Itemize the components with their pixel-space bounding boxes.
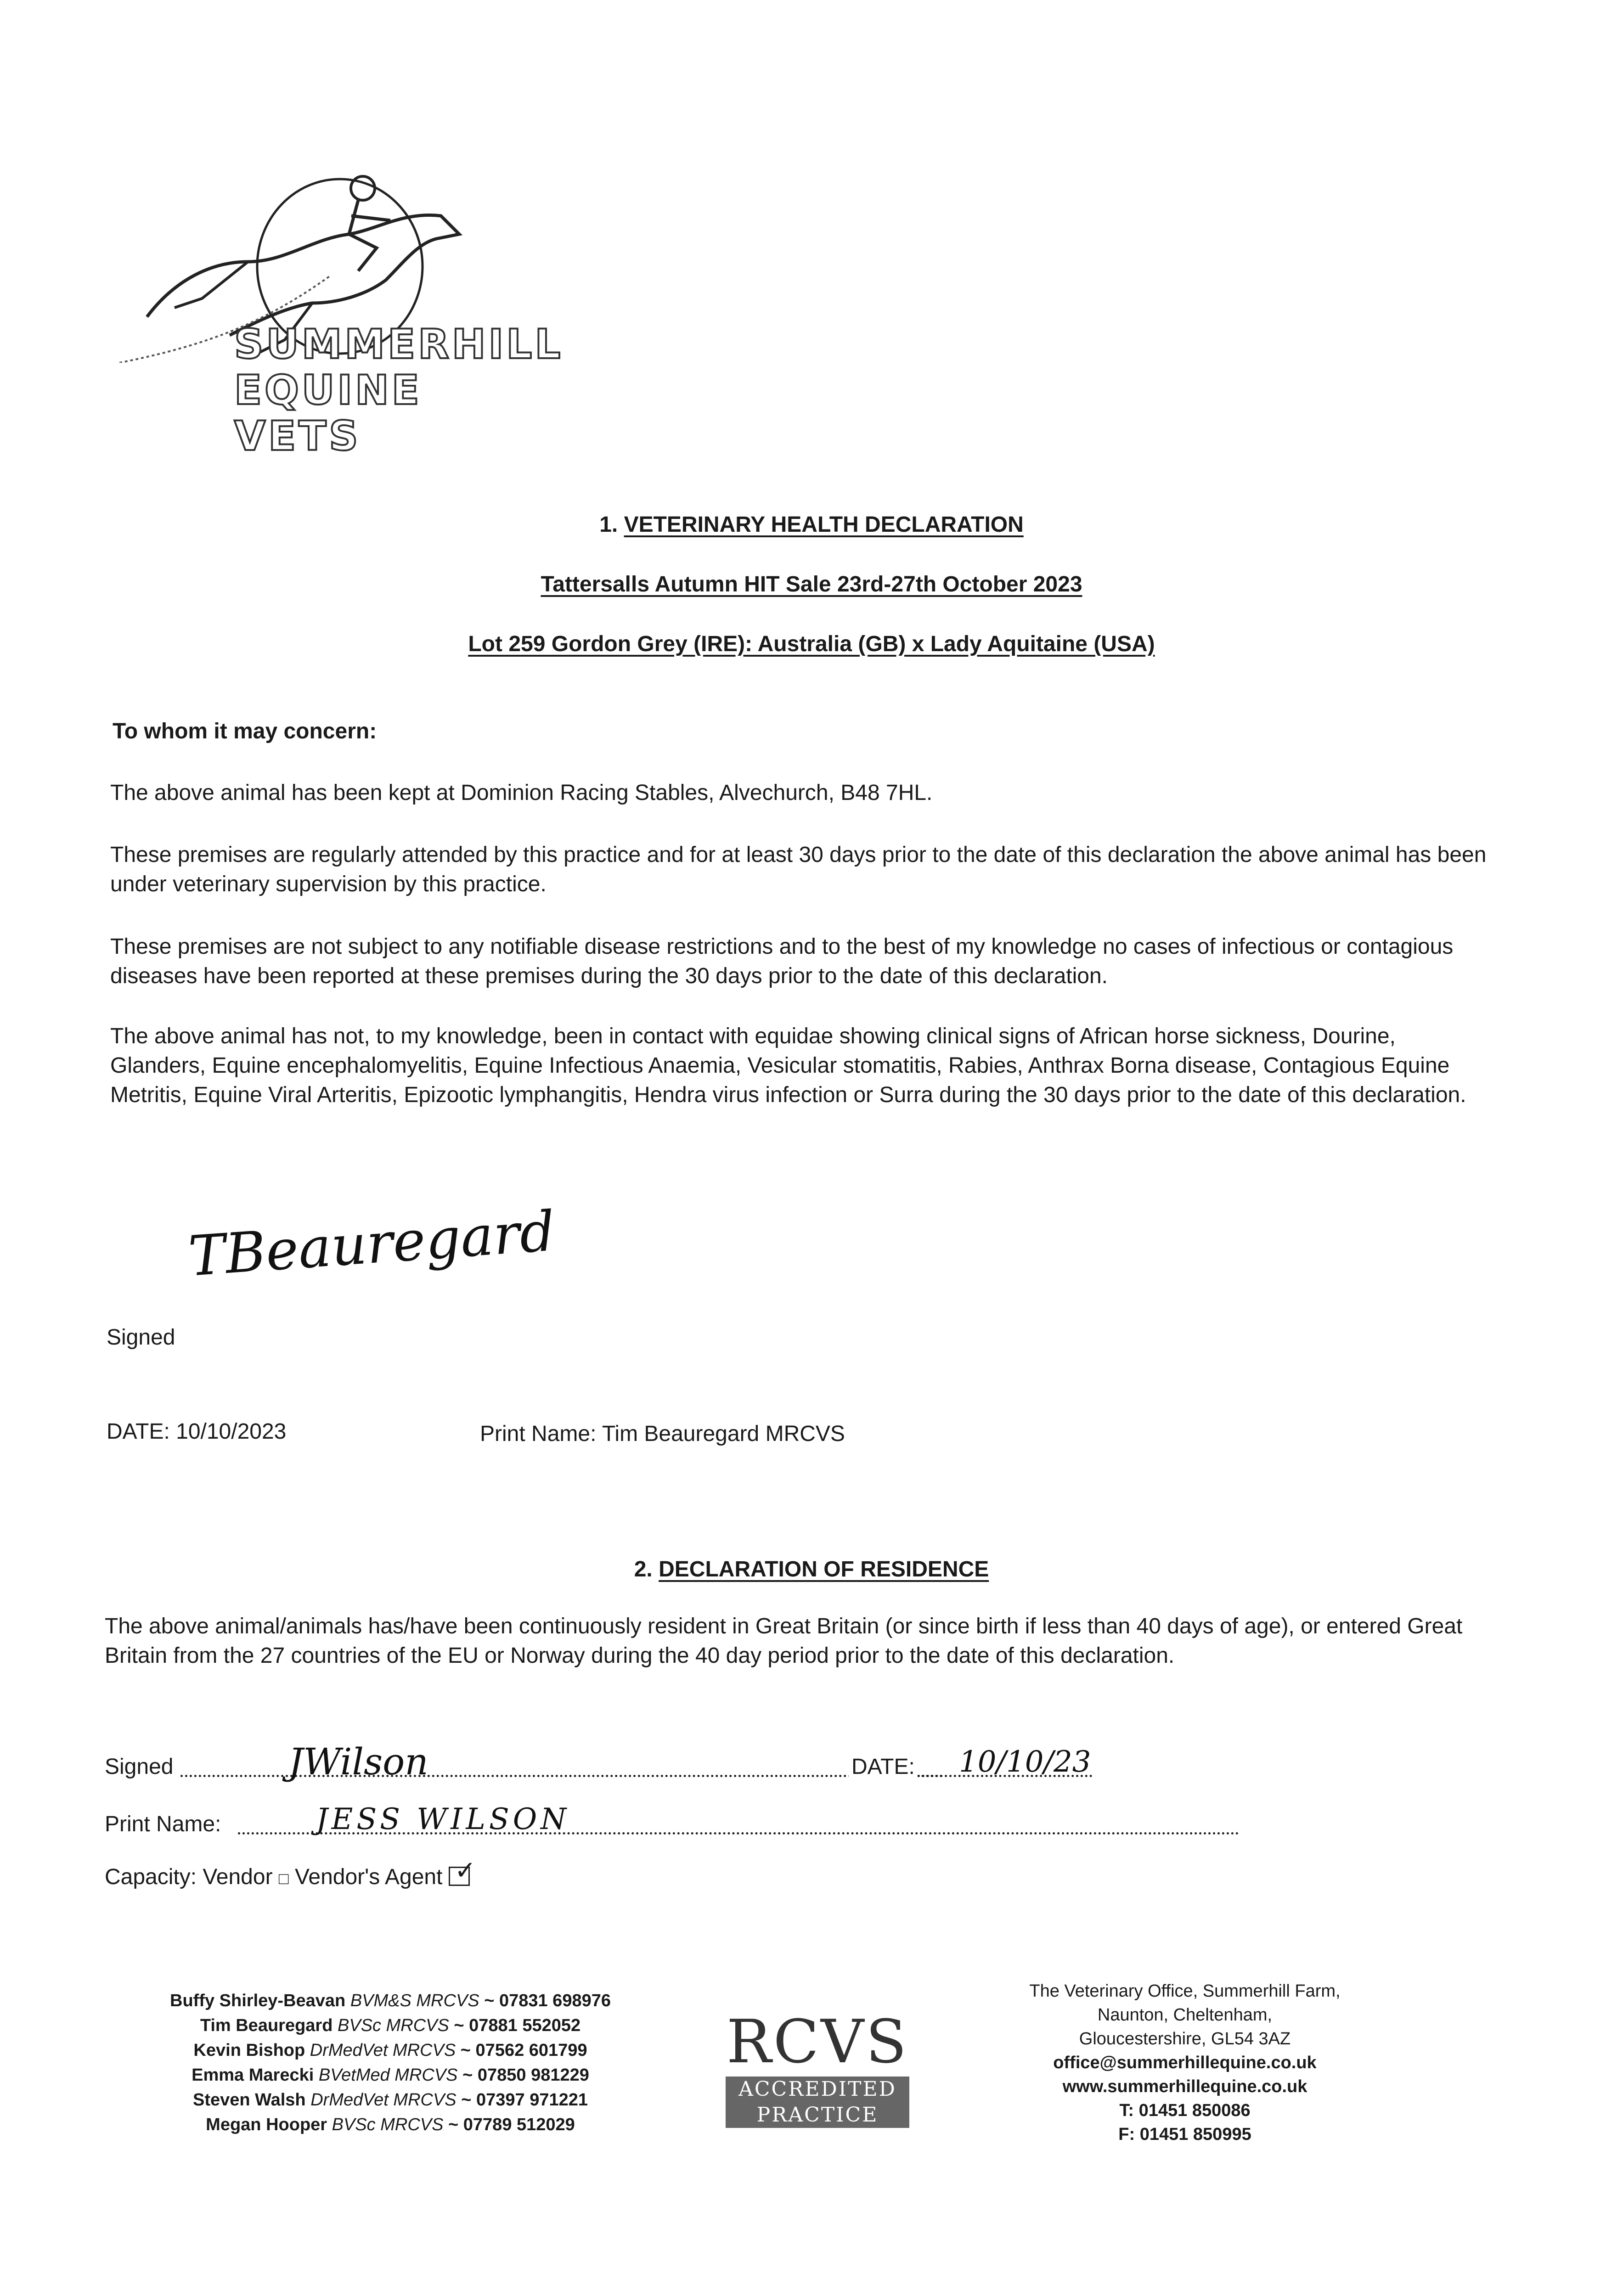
vet-list-item: Emma Marecki BVetMed MRCVS ~ 07850 981229 bbox=[192, 2065, 589, 2085]
section2-number: 2. bbox=[634, 1557, 653, 1581]
vet-list-item: Megan Hooper BVSc MRCVS ~ 07789 512029 bbox=[206, 2115, 575, 2134]
sale-title: Tattersalls Autumn HIT Sale 23rd-27th October 2023 bbox=[541, 572, 1082, 597]
address-line: The Veterinary Office, Summerhill Farm, bbox=[1029, 1981, 1341, 2001]
vet-list-item: Kevin Bishop DrMedVet MRCVS ~ 07562 601799 bbox=[193, 2041, 587, 2060]
vendor-checkbox[interactable]: □ bbox=[278, 1869, 289, 1888]
vet-signed-label: Signed bbox=[107, 1325, 175, 1350]
check-mark-icon: ✓ bbox=[454, 1856, 476, 1885]
paragraph-no-disease: These premises are not subject to any notifiable disease restrictions and to the best of my knowledge no cases of infectious or contagious diseases have been reported at these premises during the 30 days prior to the date of this declaration. bbox=[110, 934, 1454, 988]
section2-heading bbox=[0, 1557, 1623, 1582]
paragraph-kept-at: The above animal has been kept at Dominion Racing Stables, Alvechurch, B48 7HL. bbox=[110, 781, 933, 805]
rcvs-accredited-badge bbox=[726, 2007, 909, 2131]
agent-label: Vendor's Agent bbox=[295, 1865, 443, 1889]
vet-signature: TBeauregard bbox=[186, 1199, 557, 1289]
practice-website[interactable]: www.summerhillequine.co.uk bbox=[1062, 2077, 1307, 2096]
vendor-signature: JWilson bbox=[288, 1740, 428, 1783]
vet-list-item: Tim Beauregard BVSc MRCVS ~ 07881 552052 bbox=[200, 2016, 581, 2035]
residence-signed-label: Signed bbox=[105, 1755, 174, 1779]
section1-title: VETERINARY HEALTH DECLARATION bbox=[624, 512, 1024, 537]
practice-fax: F: 01451 850995 bbox=[1118, 2125, 1251, 2144]
vet-print-name: Print Name: Tim Beauregard MRCVS bbox=[480, 1422, 845, 1446]
practice-logo bbox=[119, 170, 564, 460]
residence-print-value: JESS WILSON bbox=[316, 1802, 570, 1836]
rcvs-letters: RCVS bbox=[726, 2007, 909, 2077]
rcvs-line-2: PRACTICE bbox=[756, 2103, 879, 2127]
residence-date-value: 10/10/23 bbox=[959, 1745, 1091, 1779]
residence-date-label: DATE: bbox=[849, 1754, 918, 1779]
capacity-row bbox=[105, 1856, 476, 1890]
address-line: Naunton, Cheltenham, bbox=[1097, 2005, 1273, 2025]
residence-signed-row bbox=[105, 1740, 1207, 1786]
practice-telephone: T: 01451 850086 bbox=[1119, 2101, 1251, 2120]
section2-title: DECLARATION OF RESIDENCE bbox=[659, 1557, 989, 1581]
capacity-label: Capacity: Vendor bbox=[105, 1865, 273, 1889]
practice-address bbox=[978, 1979, 1392, 2146]
vet-list-item: Steven Walsh DrMedVet MRCVS ~ 07397 971221 bbox=[192, 2090, 588, 2110]
practice-email[interactable]: office@summerhillequine.co.uk bbox=[1053, 2053, 1317, 2072]
salutation: To whom it may concern: bbox=[113, 719, 377, 743]
rcvs-accredited-band bbox=[726, 2077, 909, 2128]
paragraph-no-contact: The above animal has not, to my knowledge, been in contact with equidae showing clinical signs of African horse sickness, Dourine, Glanders, Equine encephalomyelitis, Equine Infectious Anaemia, Vesicular stomatitis, Rabies, Anthrax Borna disease, Contagious Equine Metritis, Equine Viral Arteritis, Epizootic lymphangitis, Hendra virus infection or Surra during the 30 days prior to the date of this declaration. bbox=[110, 1024, 1466, 1107]
paragraph-supervision: These premises are regularly attended by this practice and for at least 30 days prior to the date of this declaration the above animal has been under veterinary supervision by this practice. bbox=[110, 843, 1487, 896]
agent-checkbox-checked[interactable] bbox=[449, 1856, 476, 1886]
address-line: Gloucestershire, GL54 3AZ bbox=[1079, 2029, 1291, 2048]
lot-title: Lot 259 Gordon Grey (IRE): Australia (GB) x Lady Aquitaine (USA) bbox=[468, 632, 1155, 656]
vet-list-item: Buffy Shirley-Beavan BVM&S MRCVS ~ 07831 698976 bbox=[170, 1991, 611, 2010]
vet-list bbox=[115, 1988, 666, 2137]
logo-line-2: EQUINE VETS bbox=[234, 366, 422, 460]
logo-line-1: SUMMERHILL bbox=[234, 321, 564, 368]
section1-heading bbox=[0, 512, 1623, 537]
section1-number: 1. bbox=[599, 512, 618, 537]
residence-paragraph: The above animal/animals has/have been continuously resident in Great Britain (or since birth if less than 40 days of age), or entered Great Britain from the 27 countries of the EU or Norway during the 40 day period prior to the date of this declaration. bbox=[105, 1614, 1463, 1668]
rcvs-line-1: ACCREDITED bbox=[738, 2077, 896, 2101]
vet-date: DATE: 10/10/2023 bbox=[107, 1419, 287, 1444]
residence-print-row bbox=[105, 1802, 1253, 1844]
residence-print-label: Print Name: bbox=[105, 1812, 221, 1836]
